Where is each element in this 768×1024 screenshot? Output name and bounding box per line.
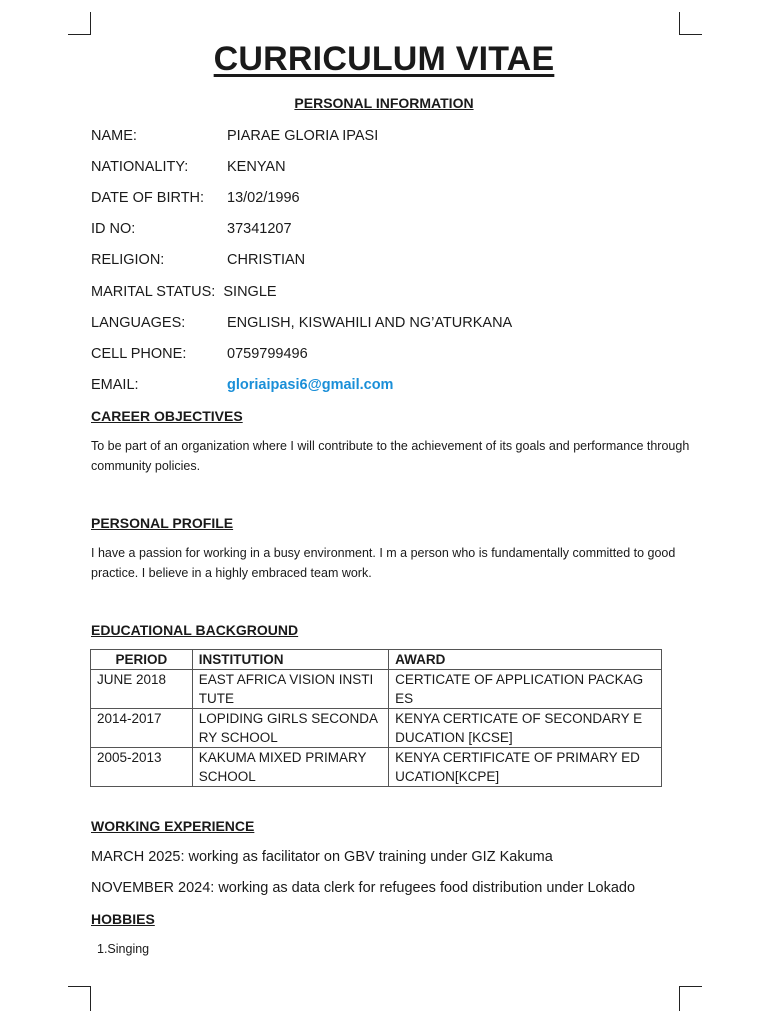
religion-row — [91, 252, 306, 268]
phone-label: CELL PHONE: — [91, 346, 187, 362]
award-cell: KENYA CERTICATE OF SECONDARY E DUCATION [KCSE] — [389, 709, 662, 748]
languages-label: LANGUAGES: — [91, 315, 186, 331]
institution-cell: LOPIDING GIRLS SECONDA RY SCHOOL — [192, 709, 388, 748]
name-value: PIARAE GLORIA IPASI — [227, 128, 379, 144]
institution-cell: EAST AFRICA VISION INSTI TUTE — [192, 670, 388, 709]
personal-info-heading: PERSONAL INFORMATION — [294, 95, 474, 111]
period-cell: 2005-2013 — [91, 748, 193, 787]
languages-row — [91, 315, 513, 331]
column-header-award: AWARD — [389, 650, 662, 670]
crop-mark-bottom-left — [68, 986, 91, 1011]
dob-row — [91, 190, 300, 206]
email-link[interactable]: gloriaipasi6@gmail.com — [227, 377, 394, 393]
table-row — [91, 670, 662, 709]
marital-value: SINGLE — [223, 284, 277, 300]
nationality-row — [91, 159, 286, 175]
career-text: To be part of an organization where I will contribute to the achievement of its goals and performance through community policies. — [91, 439, 690, 473]
institution-cell: KAKUMA MIXED PRIMARY SCHOOL — [192, 748, 388, 787]
table-row — [91, 709, 662, 748]
languages-value: ENGLISH, KISWAHILI AND NG’ATURKANA — [227, 315, 513, 331]
period-cell: JUNE 2018 — [91, 670, 193, 709]
religion-value: CHRISTIAN — [227, 252, 306, 268]
profile-heading: PERSONAL PROFILE — [91, 515, 234, 531]
id-label: ID NO: — [91, 221, 136, 237]
marital-label: MARITAL STATUS: — [91, 284, 216, 300]
experience-item: MARCH 2025: working as facilitator on GBV training under GIZ Kakuma — [91, 849, 553, 865]
dob-value: 13/02/1996 — [227, 190, 300, 206]
crop-mark-bottom-right — [679, 986, 702, 1011]
name-row — [91, 128, 379, 144]
phone-value: 0759799496 — [227, 346, 308, 362]
hobbies-heading: HOBBIES — [91, 911, 155, 927]
id-value: 37341207 — [227, 221, 292, 237]
email-row — [91, 377, 394, 393]
experience-heading: WORKING EXPERIENCE — [91, 818, 255, 834]
career-heading: CAREER OBJECTIVES — [91, 408, 243, 424]
phone-row — [91, 346, 308, 362]
table-row — [91, 748, 662, 787]
religion-label: RELIGION: — [91, 252, 165, 268]
award-cell: KENYA CERTIFICATE OF PRIMARY ED UCATION[KCPE] — [389, 748, 662, 787]
marital-row — [91, 284, 277, 300]
table-header-row — [91, 650, 662, 670]
column-header-period: PERIOD — [91, 650, 193, 670]
nationality-value: KENYAN — [227, 159, 286, 175]
education-table — [90, 649, 662, 787]
page-title: CURRICULUM VITAE — [213, 40, 555, 78]
name-label: NAME: — [91, 128, 137, 144]
education-heading: EDUCATIONAL BACKGROUND — [91, 622, 299, 638]
period-cell: 2014-2017 — [91, 709, 193, 748]
profile-text: I have a passion for working in a busy environment. I m a person who is fundamentally committed to good practice. I believe in a highly embraced team work. — [91, 546, 676, 580]
experience-item: NOVEMBER 2024: working as data clerk for refugees food distribution under Lokado — [91, 880, 636, 896]
crop-mark-top-left — [68, 12, 91, 35]
award-cell: CERTICATE OF APPLICATION PACKAG ES — [389, 670, 662, 709]
column-header-institution: INSTITUTION — [192, 650, 388, 670]
hobby-item: 1.Singing — [97, 942, 150, 956]
nationality-label: NATIONALITY: — [91, 159, 189, 175]
crop-mark-top-right — [679, 12, 702, 35]
dob-label: DATE OF BIRTH: — [91, 190, 205, 206]
email-label: EMAIL: — [91, 377, 139, 393]
id-row — [91, 221, 292, 237]
